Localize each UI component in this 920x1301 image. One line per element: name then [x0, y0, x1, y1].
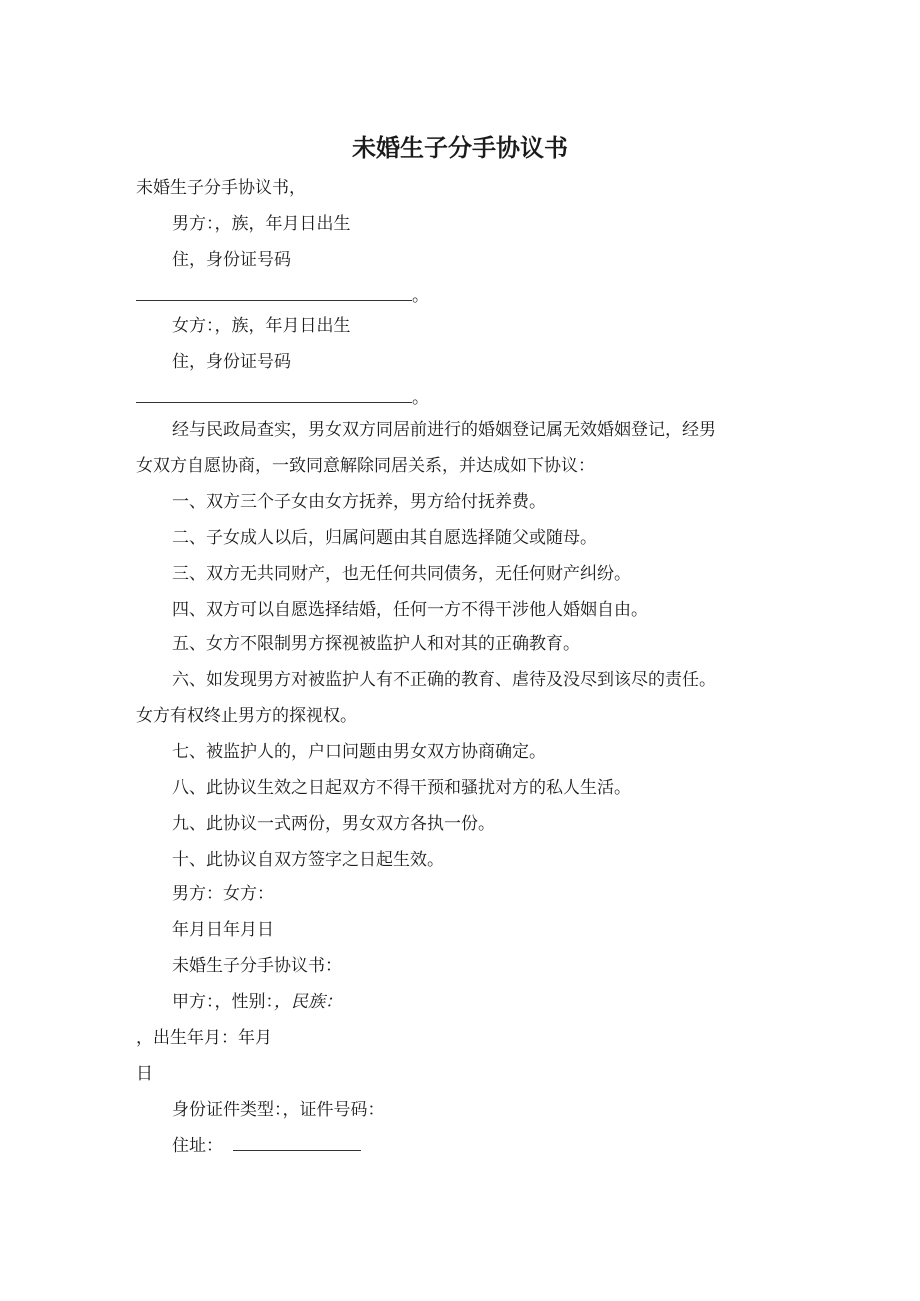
date-line: 年月日年月日 — [172, 920, 274, 940]
clause-6-continued: 女方有权终止男方的探视权。 — [136, 706, 357, 726]
end-mark: 。 — [412, 388, 429, 408]
second-heading: 未婚生子分手协议书： — [172, 956, 342, 976]
male-id-blank — [136, 284, 429, 308]
party-a-ethnic: ，民族： — [274, 992, 342, 1012]
clause-7: 七、被监护人的，户口问题由男女双方协商确定。 — [172, 742, 546, 762]
female-id-blank — [136, 386, 429, 410]
preamble-line-2: 女双方自愿协商，一致同意解除同居关系，并达成如下协议： — [136, 456, 595, 476]
document-title: 未婚生子分手协议书 — [352, 134, 568, 162]
clause-8: 八、此协议生效之日起双方不得干预和骚扰对方的私人生活。 — [172, 778, 631, 798]
female-party-line: 女方：，族，年月日出生 — [172, 316, 351, 336]
address-label: 住址： — [172, 1136, 223, 1156]
clause-4: 四、双方可以自愿选择结婚，任何一方不得干涉他人婚姻自由。 — [172, 600, 648, 620]
address-underline — [233, 1136, 361, 1151]
birth-day-line: 日 — [136, 1064, 153, 1084]
blank-underline — [136, 286, 412, 301]
male-id-line: 住，身份证号码 — [172, 250, 291, 270]
id-type-line: 身份证件类型：，证件号码： — [172, 1100, 385, 1120]
blank-underline — [136, 388, 412, 403]
intro-line: 未婚生子分手协议书， — [136, 178, 306, 198]
clause-5: 五、女方不限制男方探视被监护人和对其的正确教育。 — [172, 634, 580, 654]
clause-9: 九、此协议一式两份，男女双方各执一份。 — [172, 814, 495, 834]
clause-10: 十、此协议自双方签字之日起生效。 — [172, 850, 444, 870]
end-mark: 。 — [412, 286, 429, 306]
male-party-line: 男方：，族，年月日出生 — [172, 214, 351, 234]
clause-6: 六、如发现男方对被监护人有不正确的教育、虐待及没尽到该尽的责任。 — [172, 670, 716, 690]
preamble-line-1: 经与民政局查实，男女双方同居前进行的婚姻登记属无效婚姻登记，经男 — [172, 420, 716, 440]
clause-3: 三、双方无共同财产，也无任何共同债务，无任何财产纠纷。 — [172, 564, 631, 584]
signature-line: 男方：女方： — [172, 884, 274, 904]
party-a-gender: 甲方：，性别： — [172, 992, 274, 1012]
address-line — [172, 1134, 361, 1158]
birth-line: ，出生年月：年月 — [136, 1028, 272, 1048]
clause-1: 一、双方三个子女由女方抚养，男方给付抚养费。 — [172, 492, 546, 512]
clause-2: 二、子女成人以后，归属问题由其自愿选择随父或随母。 — [172, 528, 597, 548]
female-id-line: 住，身份证号码 — [172, 352, 291, 372]
party-a-line — [172, 990, 342, 1014]
